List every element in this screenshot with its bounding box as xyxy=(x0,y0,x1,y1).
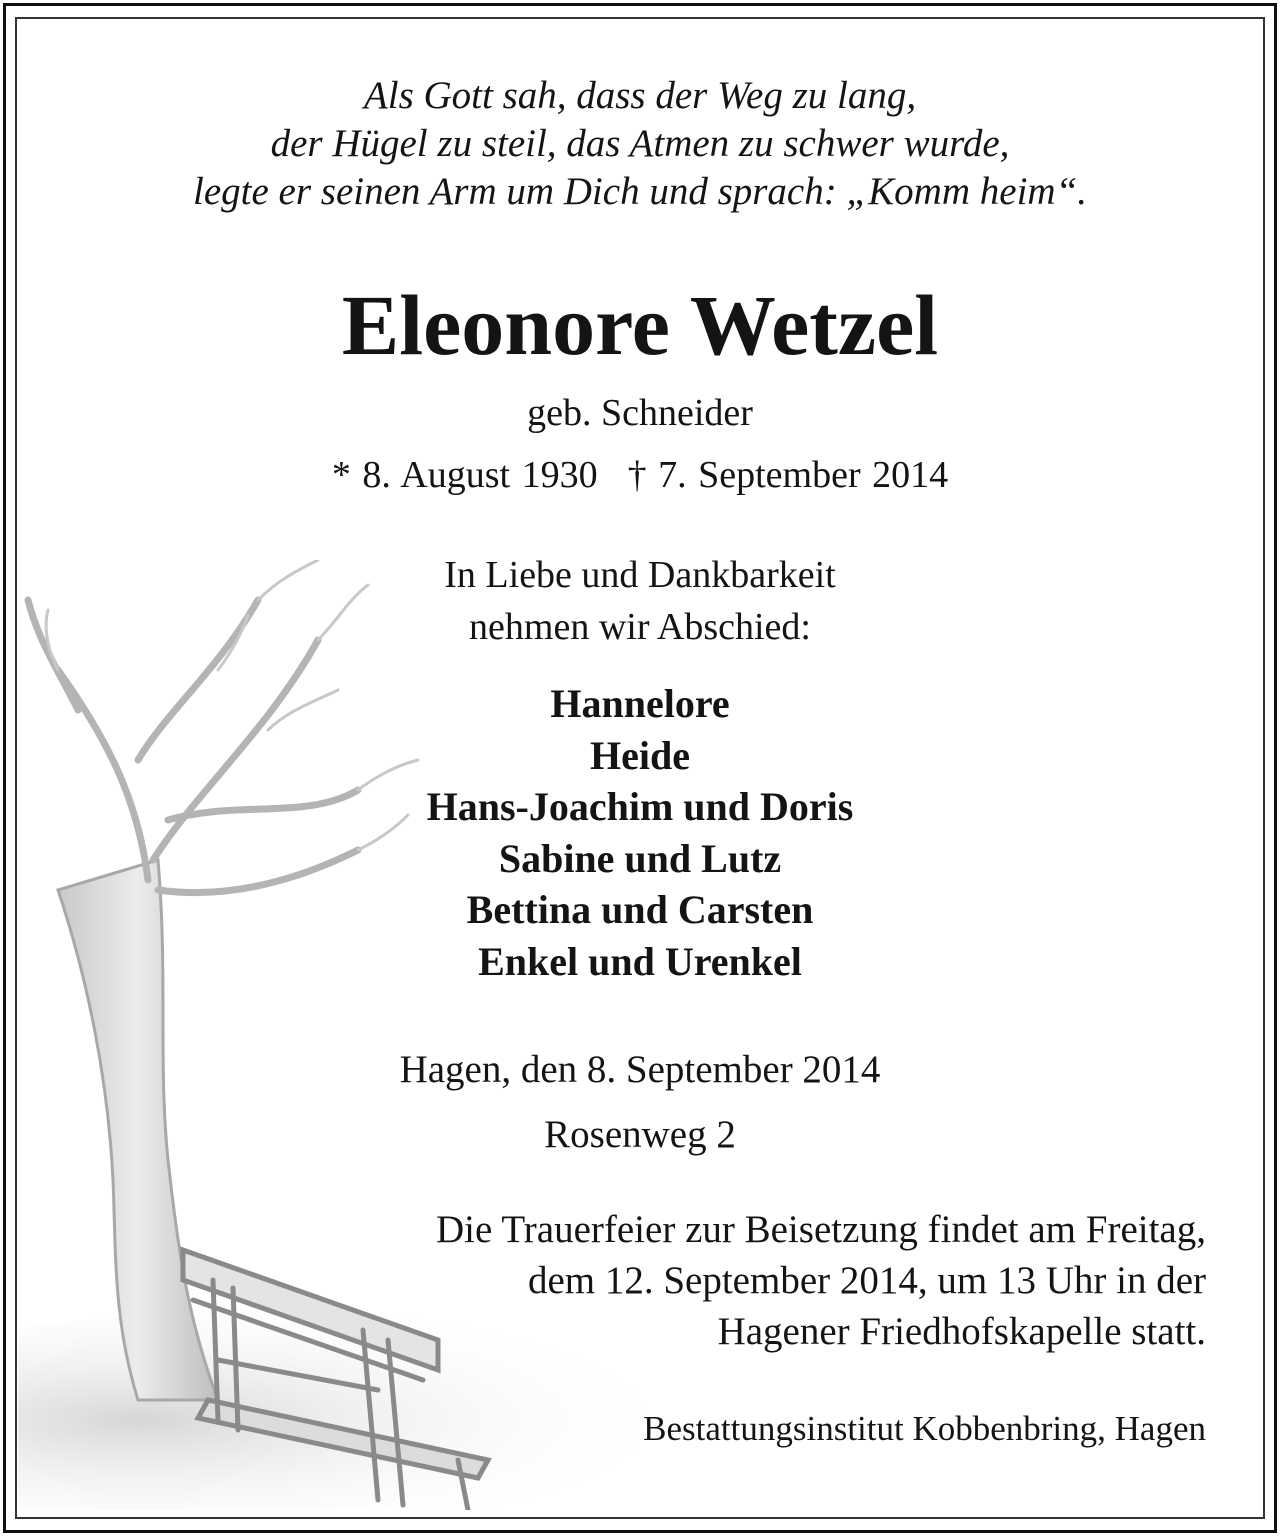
funeral-notice xyxy=(0,1204,1206,1357)
life-dates xyxy=(0,452,1280,498)
verse-line: legte er seinen Arm um Dich und sprach: „Komm heim“. xyxy=(192,170,1088,213)
birth-date: * 8. August 1930 xyxy=(331,454,598,496)
maiden-name: geb. Schneider xyxy=(527,392,753,434)
address: Rosenweg 2 xyxy=(544,1113,736,1156)
mourner-name: Hans-Joachim und Doris xyxy=(426,784,854,829)
mourner-name: Enkel und Urenkel xyxy=(478,938,802,984)
farewell-line: In Liebe und Dankbarkeit xyxy=(444,554,836,596)
mourner-name: Bettina und Carsten xyxy=(466,887,814,932)
undertaker: Bestattungsinstitut Kobbenbring, Hagen xyxy=(643,1409,1206,1448)
verse-line: der Hügel zu steil, das Atmen zu schwer wurde, xyxy=(270,122,1010,165)
funeral-line: Die Trauerfeier zur Beisetzung findet am Freitag, xyxy=(435,1208,1206,1251)
poem-verse xyxy=(0,72,1280,216)
place-and-date: Hagen, den 8. September 2014 xyxy=(399,1048,881,1091)
funeral-line: Hagener Friedhofskapelle statt. xyxy=(717,1310,1206,1353)
mourners-list xyxy=(0,678,1280,987)
farewell-text xyxy=(0,549,1280,653)
mourner-name: Heide xyxy=(590,732,690,778)
mourner-name: Sabine und Lutz xyxy=(498,835,782,881)
verse-line: Als Gott sah, dass der Weg zu lang, xyxy=(363,74,917,117)
funeral-line: dem 12. September 2014, um 13 Uhr in der xyxy=(527,1259,1206,1302)
deceased-name: Eleonore Wetzel xyxy=(341,277,939,373)
mourner-name: Hannelore xyxy=(550,681,730,726)
farewell-line: nehmen wir Abschied: xyxy=(469,606,811,648)
death-date: † 7. September 2014 xyxy=(627,454,949,496)
